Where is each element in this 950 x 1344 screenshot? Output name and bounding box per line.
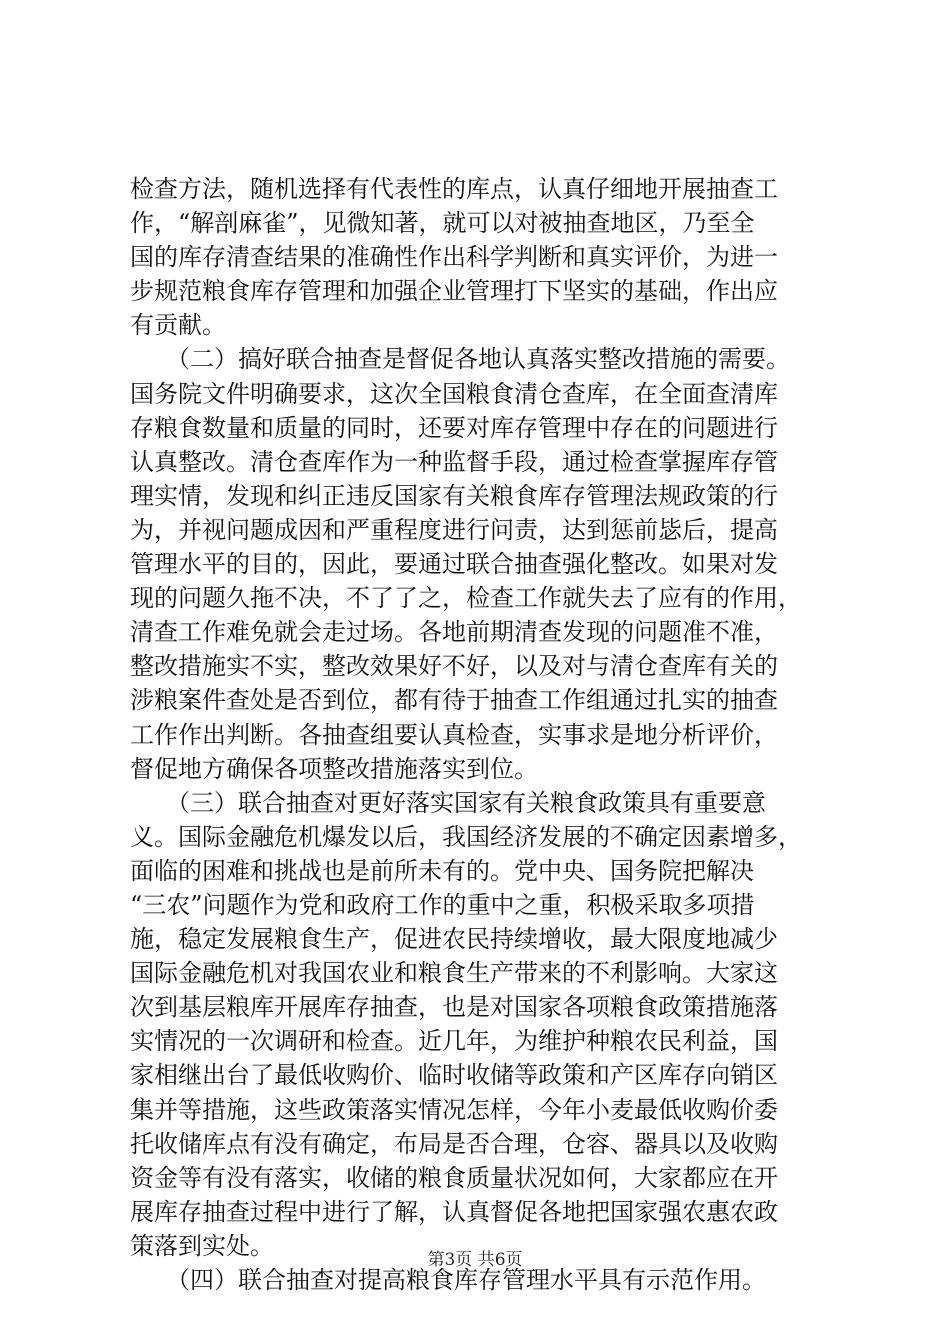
- text-line: 实情况的一次调研和检查。近几年，为维护种粮农民利益，国: [130, 1027, 778, 1056]
- text-line: 作，“解剖麻雀”，见微知著，就可以对被抽查地区，乃至全: [130, 209, 755, 238]
- text-line: 理实情，发现和纠正违反国家有关粮食库存管理法规政策的行: [130, 481, 778, 510]
- body-text: [130, 172, 845, 1297]
- text-line: 次到基层粮库开展库存抽查，也是对国家各项粮食政策措施落: [130, 993, 778, 1022]
- text-line: 集并等措施，这些政策落实情况怎样，今年小麦最低收购价委: [130, 1095, 778, 1124]
- text-line: 存粮食数量和质量的同时，还要对库存管理中存在的问题进行: [130, 413, 778, 442]
- text-line: 策落到实处。: [130, 1231, 274, 1260]
- text-line: 展库存抽查过程中进行了解，认真督促各地把国家强农惠农政: [130, 1197, 778, 1226]
- text-line: 国务院文件明确要求，这次全国粮食清仓查库，在全面查清库: [130, 379, 778, 408]
- text-line: 涉粮案件查处是否到位，都有待于抽查工作组通过扎实的抽查: [130, 686, 778, 715]
- text-line: 国际金融危机对我国农业和粮食生产带来的不利影响。大家这: [130, 959, 778, 988]
- text-line: 整改措施实不实，整改效果好不好，以及对与清仓查库有关的: [130, 652, 778, 681]
- text-line: 面临的困难和挑战也是前所未有的。党中央、国务院把解决: [130, 856, 754, 885]
- page-footer: 第3页 共6页: [427, 1250, 523, 1270]
- text-line: 督促地方确保各项整改措施落实到位。: [130, 754, 538, 783]
- text-line: 义。国际金融危机爆发以后，我国经济发展的不确定因素增多，: [130, 822, 802, 851]
- text-line: 施，稳定发展粮食生产，促进农民持续增收，最大限度地减少: [130, 925, 778, 954]
- text-line: 现的问题久拖不决，不了了之，检查工作就失去了应有的作用，: [130, 584, 802, 613]
- text-line: 为，并视问题成因和严重程度进行问责，达到惩前毖后，提高: [130, 515, 778, 544]
- text-line: （三）联合抽查对更好落实国家有关粮食政策具有重要意: [130, 788, 766, 817]
- text-line: 步规范粮食库存管理和加强企业管理打下坚实的基础，作出应: [130, 277, 778, 306]
- text-line: 检查方法，随机选择有代表性的库点，认真仔细地开展抽查工: [130, 175, 778, 203]
- text-line: 托收储库点有没有确定，布局是否合理，仓容、器具以及收购: [130, 1129, 778, 1158]
- text-line: 国的库存清查结果的准确性作出科学判断和真实评价，为进一: [130, 243, 778, 272]
- text-line: “三农”问题作为党和政府工作的重中之重，积极采取多项措: [130, 890, 755, 919]
- text-line: 有贡献。: [130, 311, 226, 340]
- text-line: （四）联合抽查对提高粮食库存管理水平具有示范作用。: [130, 1266, 766, 1294]
- text-line: 清查工作难免就会走过场。各地前期清查发现的问题准不准，: [130, 618, 778, 647]
- text-line: 工作作出判断。各抽查组要认真检查，实事求是地分析评价，: [130, 720, 778, 749]
- text-line: 资金等有没有落实，收储的粮食质量状况如何，大家都应在开: [130, 1163, 778, 1192]
- text-line: 管理水平的目的，因此，要通过联合抽查强化整改。如果对发: [130, 550, 778, 579]
- text-line: （二）搞好联合抽查是督促各地认真落实整改措施的需要。: [130, 345, 790, 374]
- text-line: 认真整改。清仓查库作为一种监督手段，通过检查掌握库存管: [130, 447, 778, 476]
- text-line: 家相继出台了最低收购价、临时收储等政策和产区库存向销区: [130, 1061, 778, 1090]
